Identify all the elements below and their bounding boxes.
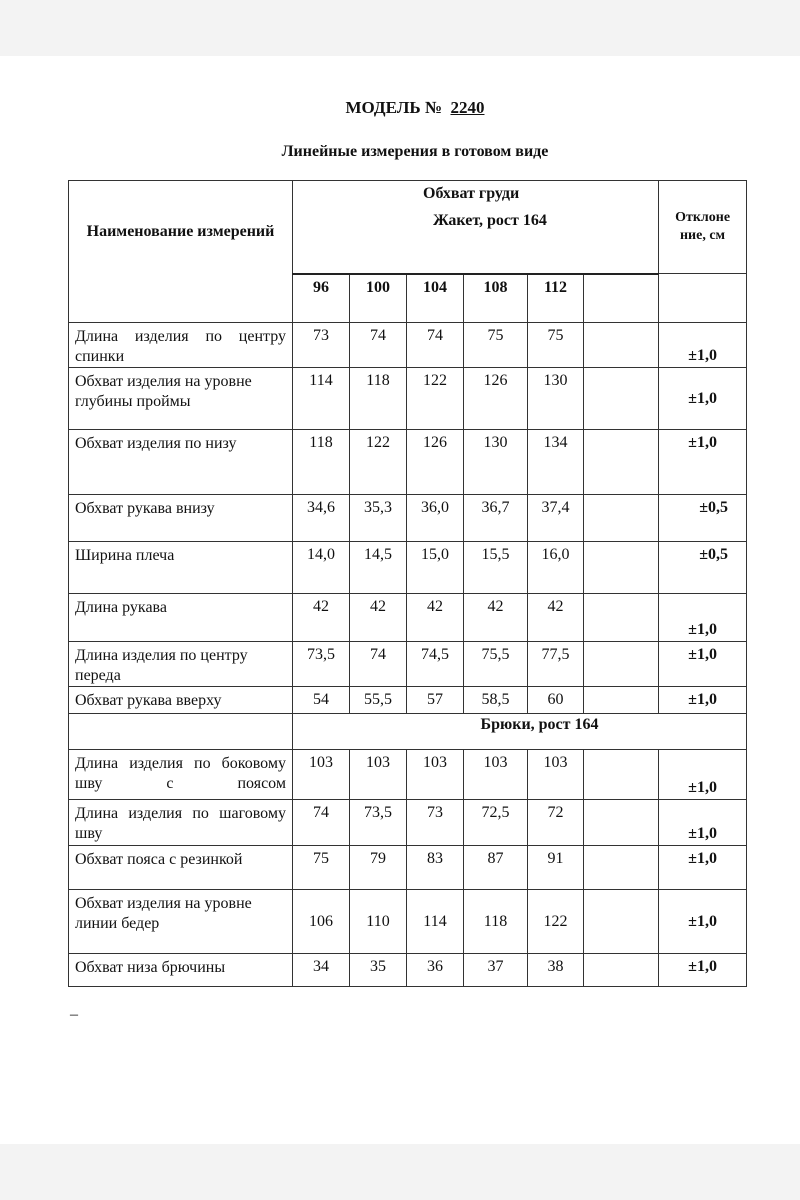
tolerance-cell: ±1,0 — [659, 687, 747, 714]
header-chest — [293, 181, 659, 274]
trousers-label — [293, 714, 747, 750]
header-name-col: Наименование измерений — [69, 181, 293, 323]
value-cell: 34 — [293, 954, 350, 987]
empty-cell — [659, 274, 747, 323]
value-cell: 118 — [350, 368, 407, 430]
empty-cell — [584, 800, 659, 846]
table-row — [69, 750, 747, 800]
value-cell: 35 — [350, 954, 407, 987]
value-cell: 35,3 — [350, 495, 407, 542]
measurement-name: Длина рукава — [69, 594, 293, 642]
empty-cell — [584, 323, 659, 368]
value-cell: 73 — [407, 800, 464, 846]
measurements-table — [68, 180, 747, 987]
table-row — [69, 642, 747, 687]
tolerance-cell: ±0,5 — [659, 495, 747, 542]
value-cell: 130 — [464, 430, 528, 495]
table-row — [69, 430, 747, 495]
measurement-name: Длина изделия по боковому шву с поясом — [69, 750, 293, 800]
value-cell: 130 — [528, 368, 584, 430]
empty-cell — [584, 750, 659, 800]
tolerance-cell: ±1,0 — [659, 368, 747, 430]
empty-cell — [584, 846, 659, 890]
value-cell: 72 — [528, 800, 584, 846]
empty-cell — [584, 890, 659, 954]
section-row-trousers — [69, 714, 747, 750]
value-cell: 73,5 — [350, 800, 407, 846]
header-deviation: Отклоне ние, см — [659, 181, 747, 274]
value-cell: 134 — [528, 430, 584, 495]
table-row — [69, 594, 747, 642]
value-cell: 103 — [407, 750, 464, 800]
value-cell: 103 — [293, 750, 350, 800]
value-cell: 34,6 — [293, 495, 350, 542]
value-cell: 42 — [350, 594, 407, 642]
value-cell: 54 — [293, 687, 350, 714]
empty-cell — [584, 687, 659, 714]
table-row — [69, 846, 747, 890]
value-cell: 57 — [407, 687, 464, 714]
value-cell: 42 — [464, 594, 528, 642]
value-cell: 75 — [528, 323, 584, 368]
empty-cell — [584, 542, 659, 594]
measurement-name: Обхват изделия на уровне линии бедер — [69, 890, 293, 954]
value-cell: 42 — [407, 594, 464, 642]
tolerance-cell: ±1,0 — [659, 846, 747, 890]
document-page — [0, 56, 800, 1144]
measurement-name: Длина изделия по центру переда — [69, 642, 293, 687]
empty-cell — [584, 594, 659, 642]
header-row-1 — [69, 181, 747, 274]
tolerance-cell: ±1,0 — [659, 890, 747, 954]
trousers-label-text: Брюки, рост 164 — [480, 716, 599, 733]
value-cell: 126 — [407, 430, 464, 495]
value-cell: 74 — [407, 323, 464, 368]
trailing-mark: – — [70, 1006, 78, 1023]
empty-cell — [584, 642, 659, 687]
tolerance-cell: ±1,0 — [659, 750, 747, 800]
value-cell: 126 — [464, 368, 528, 430]
tolerance-cell: ±0,5 — [659, 542, 747, 594]
value-cell: 114 — [293, 368, 350, 430]
table-row — [69, 542, 747, 594]
table-row — [69, 687, 747, 714]
value-cell: 122 — [528, 890, 584, 954]
value-cell: 122 — [350, 430, 407, 495]
size-header: 112 — [528, 274, 584, 323]
size-header: 96 — [293, 274, 350, 323]
value-cell: 15,0 — [407, 542, 464, 594]
value-cell: 106 — [293, 890, 350, 954]
value-cell: 103 — [464, 750, 528, 800]
value-cell: 118 — [293, 430, 350, 495]
document-title — [0, 98, 800, 118]
value-cell: 74 — [350, 642, 407, 687]
table-row — [69, 954, 747, 987]
value-cell: 73,5 — [293, 642, 350, 687]
table-row — [69, 368, 747, 430]
value-cell: 15,5 — [464, 542, 528, 594]
value-cell: 91 — [528, 846, 584, 890]
size-header: 108 — [464, 274, 528, 323]
value-cell: 14,5 — [350, 542, 407, 594]
value-cell: 36,7 — [464, 495, 528, 542]
model-number: 2240 — [450, 98, 485, 117]
measurement-name: Длина изделия по центру спинки — [69, 323, 293, 368]
tolerance-cell: ±1,0 — [659, 430, 747, 495]
value-cell: 74 — [350, 323, 407, 368]
table-row — [69, 323, 747, 368]
value-cell: 103 — [528, 750, 584, 800]
value-cell: 74,5 — [407, 642, 464, 687]
value-cell: 42 — [293, 594, 350, 642]
value-cell: 79 — [350, 846, 407, 890]
value-cell: 110 — [350, 890, 407, 954]
value-cell: 114 — [407, 890, 464, 954]
value-cell: 75,5 — [464, 642, 528, 687]
value-cell: 36 — [407, 954, 464, 987]
value-cell: 122 — [407, 368, 464, 430]
tolerance-cell: ±1,0 — [659, 800, 747, 846]
measurement-name: Обхват низа брючины — [69, 954, 293, 987]
table-row — [69, 495, 747, 542]
empty-cell — [584, 495, 659, 542]
measurement-name: Обхват изделия по низу — [69, 430, 293, 495]
empty-cell — [584, 954, 659, 987]
empty-cell — [584, 430, 659, 495]
measurement-name: Обхват пояса с резинкой — [69, 846, 293, 890]
value-cell: 73 — [293, 323, 350, 368]
value-cell: 87 — [464, 846, 528, 890]
empty-cell — [584, 368, 659, 430]
measurement-name: Обхват рукава внизу — [69, 495, 293, 542]
value-cell: 74 — [293, 800, 350, 846]
size-header: 100 — [350, 274, 407, 323]
table-row — [69, 890, 747, 954]
value-cell: 37 — [464, 954, 528, 987]
tolerance-cell: ±1,0 — [659, 954, 747, 987]
value-cell: 42 — [528, 594, 584, 642]
table-row — [69, 800, 747, 846]
value-cell: 58,5 — [464, 687, 528, 714]
value-cell: 118 — [464, 890, 528, 954]
value-cell: 37,4 — [528, 495, 584, 542]
measurement-name: Обхват рукава вверху — [69, 687, 293, 714]
value-cell: 60 — [528, 687, 584, 714]
value-cell: 72,5 — [464, 800, 528, 846]
tolerance-cell: ±1,0 — [659, 642, 747, 687]
value-cell: 75 — [464, 323, 528, 368]
measurement-name: Длина изделия по шаговому шву — [69, 800, 293, 846]
value-cell: 77,5 — [528, 642, 584, 687]
title-prefix: МОДЕЛЬ № — [345, 98, 442, 117]
measurement-name: Обхват изделия на уровне глубины проймы — [69, 368, 293, 430]
value-cell: 16,0 — [528, 542, 584, 594]
value-cell: 55,5 — [350, 687, 407, 714]
empty-cell — [584, 274, 659, 323]
jacket-label: Жакет, рост 164 — [433, 212, 547, 229]
tolerance-cell: ±1,0 — [659, 594, 747, 642]
value-cell: 75 — [293, 846, 350, 890]
tolerance-cell: ±1,0 — [659, 323, 747, 368]
value-cell: 103 — [350, 750, 407, 800]
chest-label: Обхват груди — [423, 185, 520, 202]
value-cell: 36,0 — [407, 495, 464, 542]
value-cell: 83 — [407, 846, 464, 890]
value-cell: 14,0 — [293, 542, 350, 594]
empty-cell — [69, 714, 293, 750]
value-cell: 38 — [528, 954, 584, 987]
measurement-name: Ширина плеча — [69, 542, 293, 594]
document-subtitle: Линейные измерения в готовом виде — [281, 143, 549, 160]
size-header: 104 — [407, 274, 464, 323]
